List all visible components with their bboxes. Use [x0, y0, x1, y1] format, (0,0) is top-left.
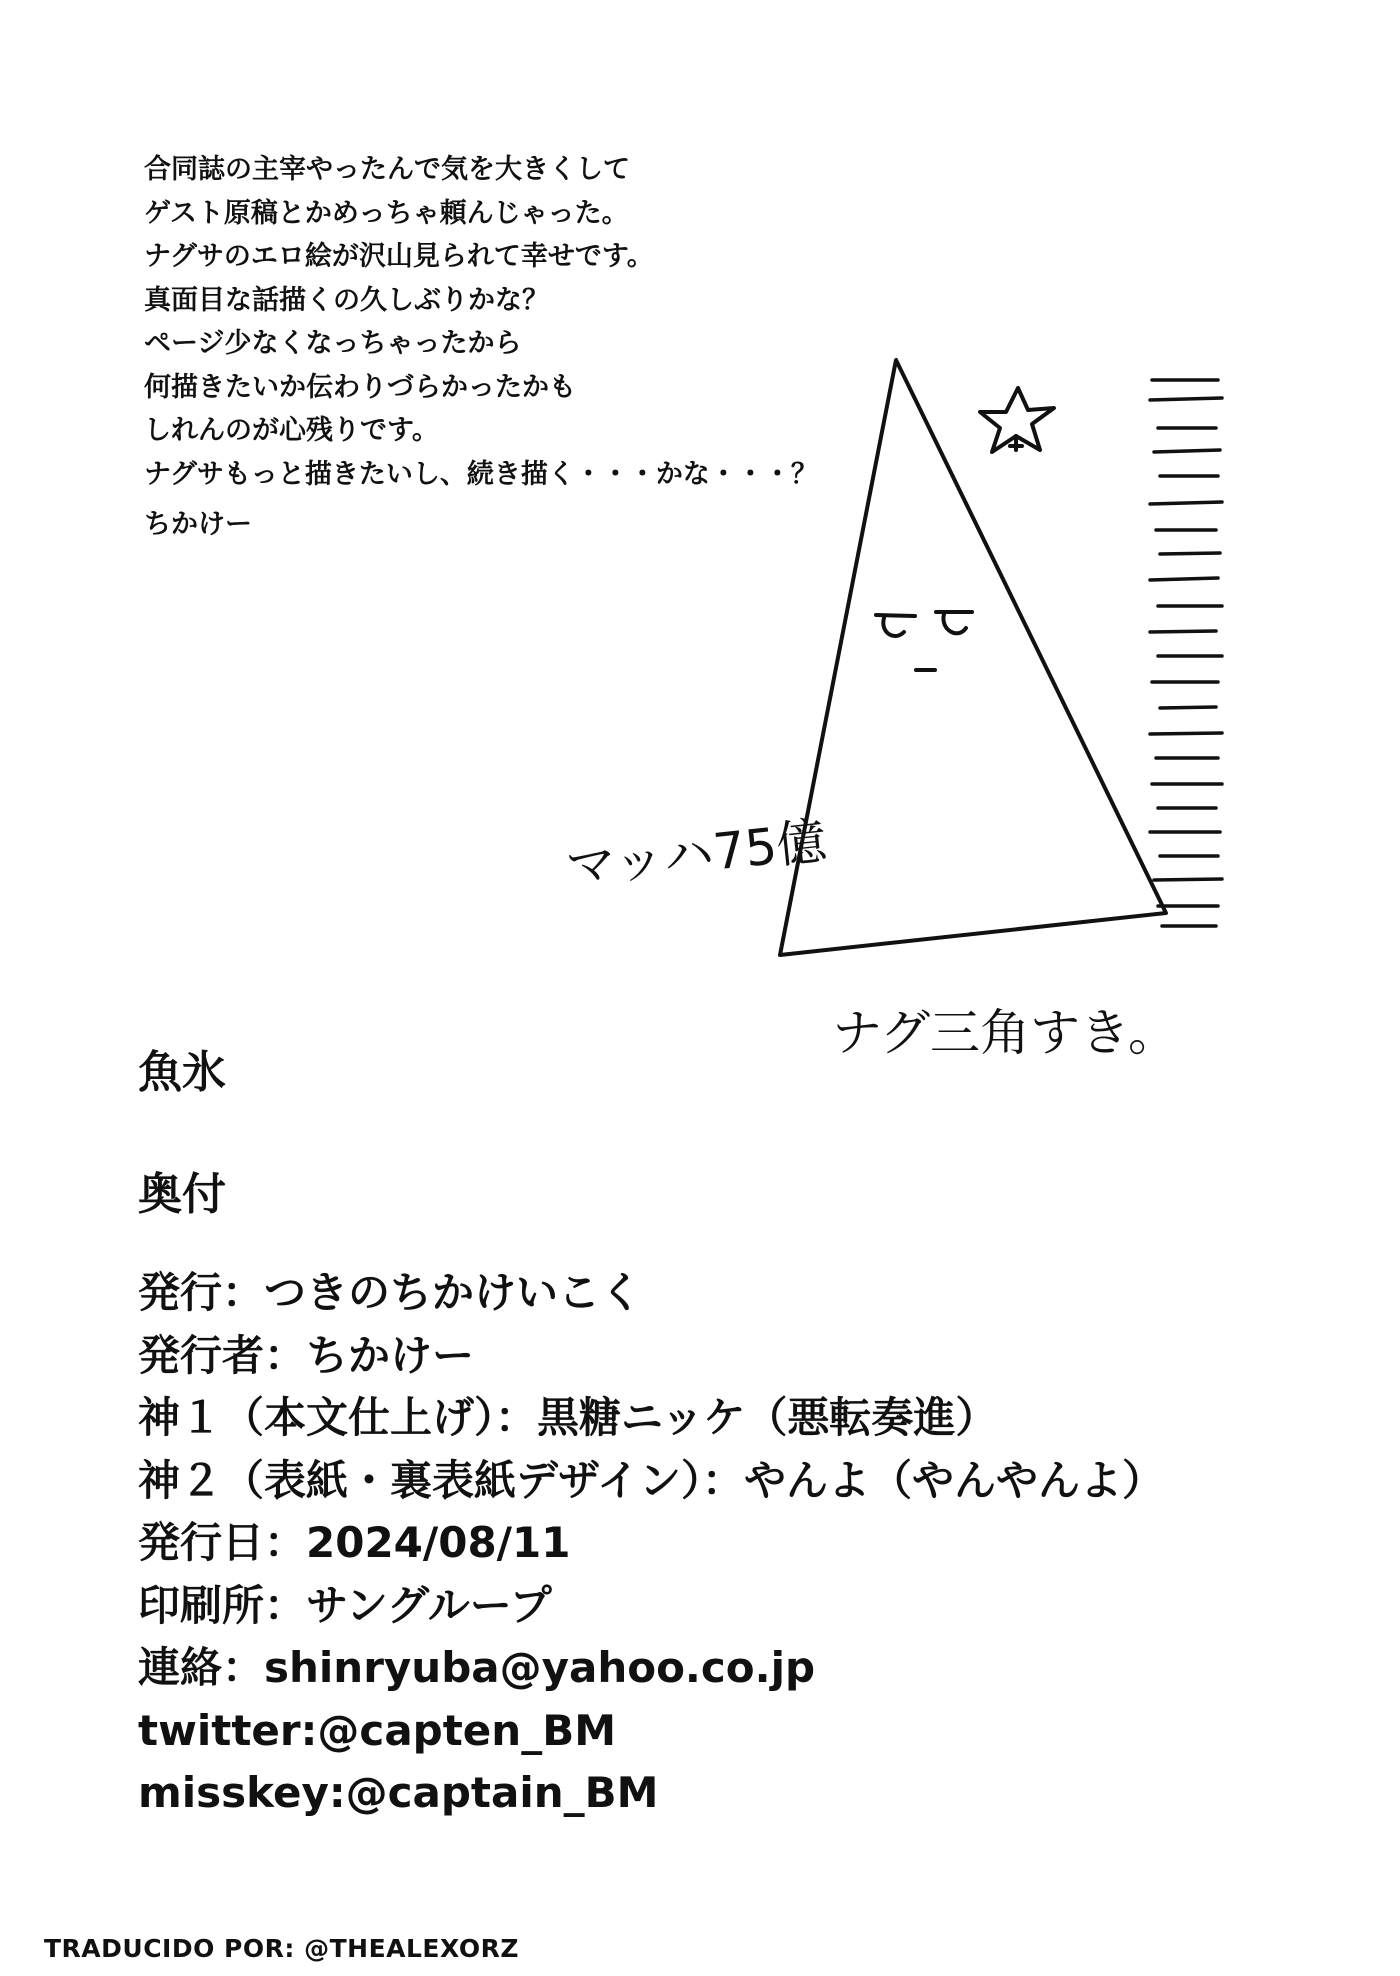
colophon-heading: 奥付 — [138, 1169, 226, 1220]
doodle-caption: ナグ三角すき。 — [832, 1004, 1178, 1062]
colophon-list — [138, 1262, 1164, 1825]
triangle-face-drawing — [780, 360, 1166, 955]
afterword-line: ナグサのエロ絵が沢山見られて幸せです。 — [144, 241, 654, 272]
afterword-line: ゲスト原稿とかめっちゃ頼んじゃった。 — [144, 197, 629, 229]
colophon-credit-1: 神１（本文仕上げ）：黒糖ニッケ（悪転奏進） — [138, 1393, 998, 1442]
colophon-author: 発行者：ちかけー — [138, 1330, 475, 1380]
afterword-line: 合同誌の主宰やったんで気を大きくして — [144, 154, 630, 185]
colophon-misskey-handle: misskey:@captain_BM — [138, 1768, 659, 1817]
afterword-line: 真面目な話描くの久しぶりかな？ — [144, 284, 549, 316]
triangle-eyes-icon — [876, 612, 972, 636]
fish-ice-heading: 魚氷 — [138, 1047, 226, 1098]
afterword-line: ナグサもっと描きたいし、続き描く・・・かな・・・？ — [144, 458, 818, 490]
speed-label: マッハ75億 — [563, 811, 830, 897]
colophon-date: 発行日：2024/08/11 — [138, 1518, 571, 1567]
colophon-contact-email: 連絡：shinryuba@yahoo.co.jp — [138, 1643, 816, 1692]
speed-lines — [1150, 380, 1222, 926]
colophon-twitter-handle: twitter:@capten_BM — [138, 1705, 616, 1755]
afterword-line: 何描きたいか伝わりづらかったかも — [144, 371, 576, 403]
translator-credit: TRADUCIDO POR: @THEALEXORZ — [44, 1934, 520, 1963]
colophon-credit-2: 神２（表紙・裏表紙デザイン）：やんよ（やんやんよ） — [138, 1455, 1165, 1505]
author-signature: ちかけー — [144, 509, 252, 540]
colophon-publisher: 発行：つきのちかけいこく — [138, 1268, 643, 1317]
colophon-printer: 印刷所：サングループ — [138, 1580, 552, 1630]
afterword-line: ページ少なくなっちゃったから — [144, 328, 522, 359]
afterword-line: しれんのが心残りです。 — [144, 415, 439, 446]
